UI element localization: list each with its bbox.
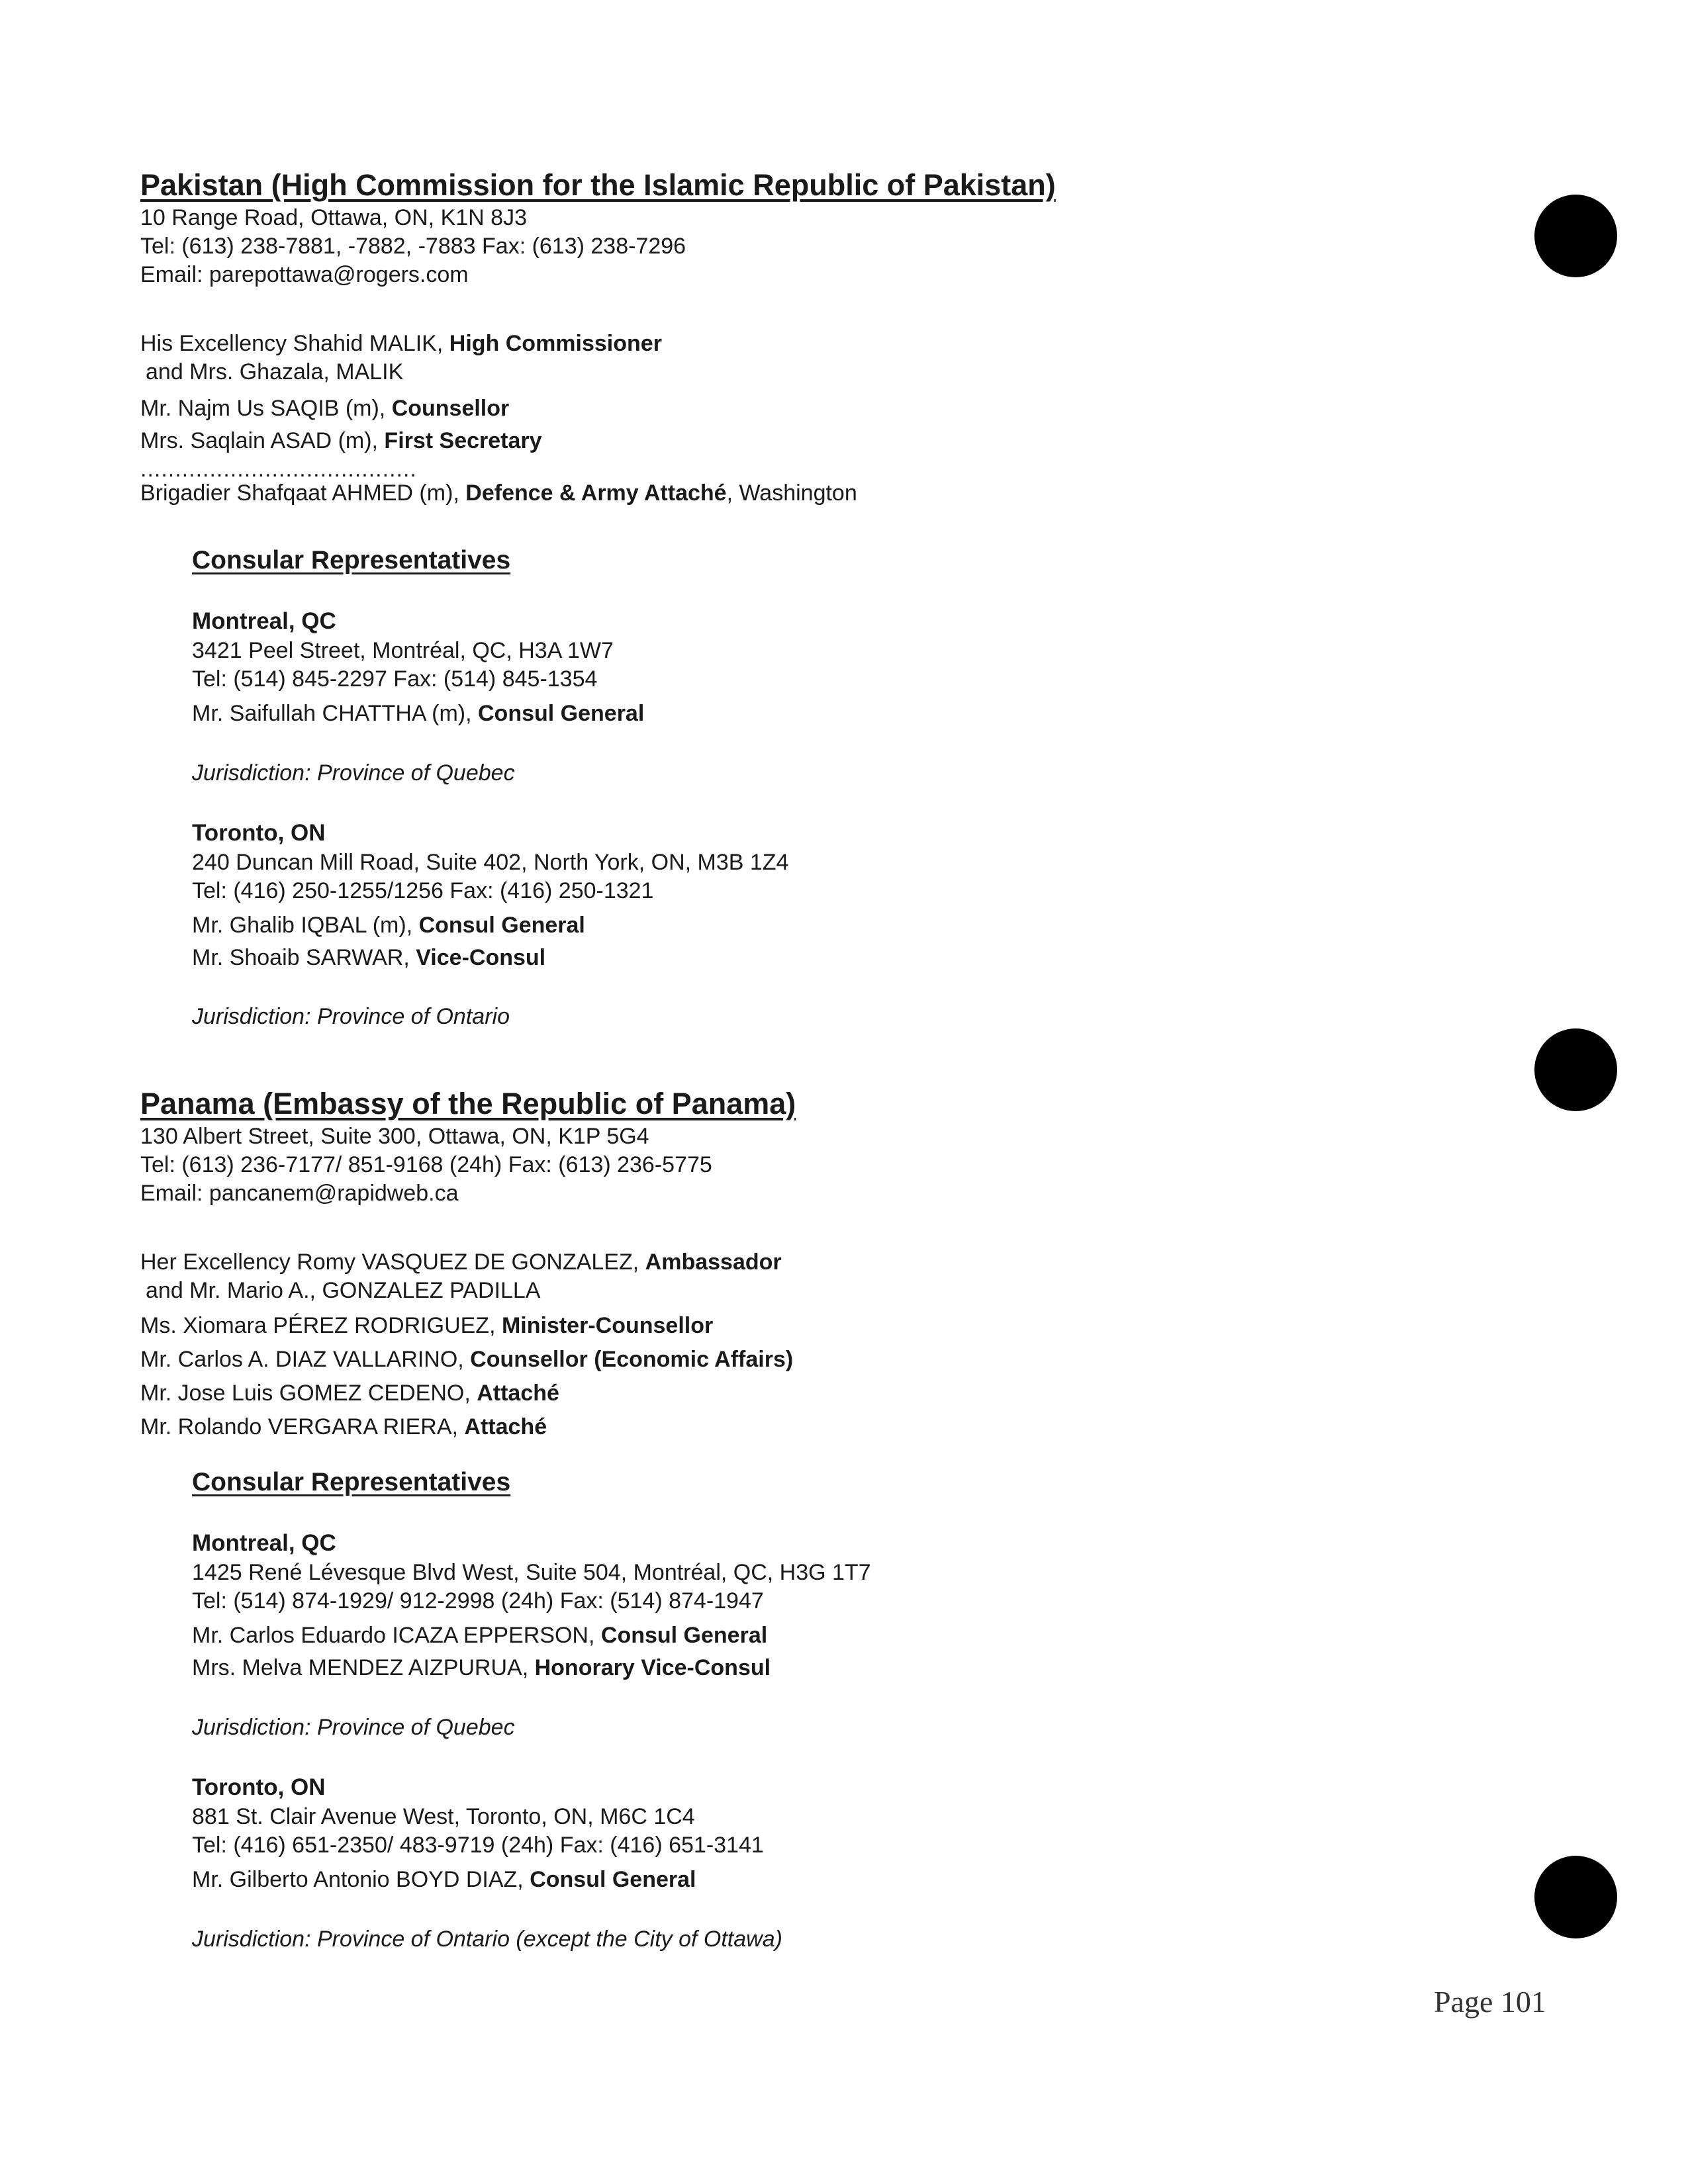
punch-hole-icon: [1534, 195, 1617, 277]
jurisdiction-note: Jurisdiction: Province of Quebec: [192, 1715, 515, 1740]
phone-line: Tel: (613) 236-7177/ 851-9168 (24h) Fax: (613) 236-5775: [140, 1152, 712, 1177]
section-heading: Panama (Embassy of the Republic of Panama): [140, 1087, 796, 1120]
pakistan-header-block: [140, 167, 1477, 289]
pakistan-consular-block: [192, 544, 1476, 1031]
staff-entry: Mr. Najm Us SAQIB (m), Counsellor: [140, 396, 510, 421]
phone-line: Tel: (514) 845-2297 Fax: (514) 845-1354: [192, 666, 598, 692]
consulate-montreal: [192, 606, 1476, 788]
address-line: 240 Duncan Mill Road, Suite 402, North York, ON, M3B 1Z4: [192, 850, 789, 875]
phone-line: Tel: (613) 238-7881, -7882, -7883 Fax: (613) 238-7296: [140, 234, 686, 259]
staff-entry: Mr. Shoaib SARWAR, Vice-Consul: [192, 945, 546, 970]
staff-entry: Mrs. Melva MENDEZ AIZPURUA, Honorary Vice-Consul: [192, 1655, 771, 1680]
phone-line: Tel: (416) 250-1255/1256 Fax: (416) 250-1321: [192, 878, 654, 903]
consulate-city: Toronto, ON: [192, 820, 326, 846]
staff-entry: Mr. Jose Luis GOMEZ CEDENO, Attaché: [140, 1381, 559, 1406]
address-line: 881 St. Clair Avenue West, Toronto, ON, M6C 1C4: [192, 1804, 695, 1829]
staff-entry: Mr. Rolando VERGARA RIERA, Attaché: [140, 1414, 547, 1439]
address-line: 3421 Peel Street, Montréal, QC, H3A 1W7: [192, 638, 614, 663]
jurisdiction-note: Jurisdiction: Province of Ontario: [192, 1004, 510, 1029]
staff-entry: Brigadier Shafqaat AHMED (m), Defence & Army Attaché, Washington: [140, 480, 857, 506]
staff-entry: Mr. Ghalib IQBAL (m), Consul General: [192, 913, 585, 938]
section-heading: Pakistan (High Commission for the Islamic Republic of Pakistan): [140, 168, 1056, 202]
consulate-toronto: [192, 818, 1476, 1031]
dotted-separator: ........................................: [140, 457, 417, 482]
address-line: 1425 René Lévesque Blvd West, Suite 504, Montréal, QC, H3G 1T7: [192, 1560, 871, 1585]
staff-entry: His Excellency Shahid MALIK, High Commissioner: [140, 331, 662, 356]
staff-entry: Mr. Carlos A. DIAZ VALLARINO, Counsellor (Economic Affairs): [140, 1347, 794, 1372]
staff-entry: Mr. Gilberto Antonio BOYD DIAZ, Consul General: [192, 1867, 696, 1892]
staff-entry: Mr. Saifullah CHATTHA (m), Consul General: [192, 701, 645, 726]
address-line: 10 Range Road, Ottawa, ON, K1N 8J3: [140, 205, 527, 230]
staff-entry: Mrs. Saqlain ASAD (m), First Secretary: [140, 428, 542, 453]
consular-heading: Consular Representatives: [192, 546, 511, 574]
phone-line: Tel: (416) 651-2350/ 483-9719 (24h) Fax: (416) 651-3141: [192, 1833, 764, 1858]
pakistan-staff-list: [140, 330, 1477, 508]
phone-line: Tel: (514) 874-1929/ 912-2998 (24h) Fax: (514) 874-1947: [192, 1588, 764, 1614]
consulate-city: Toronto, ON: [192, 1774, 326, 1800]
panama-consular-block: [192, 1466, 1476, 1954]
staff-entry: and Mr. Mario A., GONZALEZ PADILLA: [146, 1278, 541, 1303]
consulate-montreal: [192, 1528, 1476, 1742]
punch-hole-icon: [1534, 1856, 1617, 1938]
staff-entry: Ms. Xiomara PÉREZ RODRIGUEZ, Minister-Counsellor: [140, 1313, 714, 1338]
email-line: Email: parepottawa@rogers.com: [140, 262, 469, 287]
panama-header-block: [140, 1085, 1477, 1208]
consulate-city: Montreal, QC: [192, 608, 336, 634]
consular-heading: Consular Representatives: [192, 1468, 511, 1496]
page-number: Page 101: [1434, 1985, 1546, 2019]
jurisdiction-note: Jurisdiction: Province of Quebec: [192, 760, 515, 786]
panama-staff-list: [140, 1248, 1477, 1441]
address-line: 130 Albert Street, Suite 300, Ottawa, ON, K1P 5G4: [140, 1124, 649, 1149]
staff-entry: and Mrs. Ghazala, MALIK: [146, 359, 404, 385]
jurisdiction-note: Jurisdiction: Province of Ontario (except the City of Ottawa): [192, 1927, 782, 1952]
punch-hole-icon: [1534, 1028, 1617, 1111]
email-line: Email: pancanem@rapidweb.ca: [140, 1181, 459, 1206]
staff-entry: Her Excellency Romy VASQUEZ DE GONZALEZ, Ambassador: [140, 1250, 782, 1275]
staff-entry: Mr. Carlos Eduardo ICAZA EPPERSON, Consul General: [192, 1623, 768, 1648]
consulate-toronto: [192, 1772, 1476, 1954]
consulate-city: Montreal, QC: [192, 1530, 336, 1556]
